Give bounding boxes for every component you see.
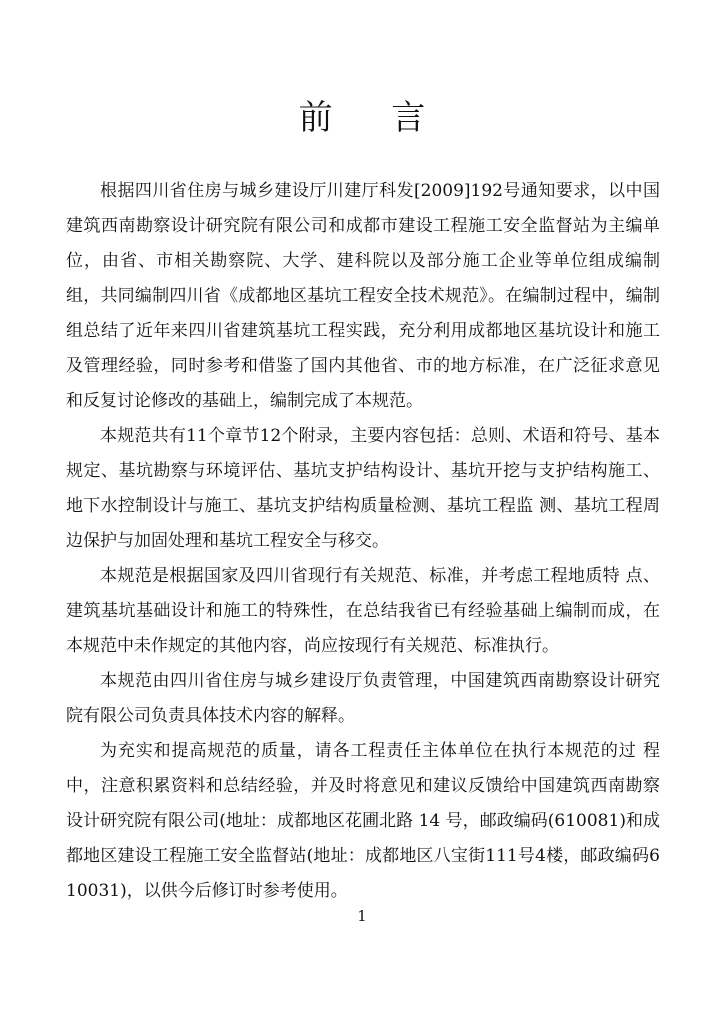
paragraph-5: 为充实和提高规范的质量，请各工程责任主体单位在执行本规范的过 程中，注意积累资料和总结经验，并及时将意见和建议反馈给中国建筑西南勘察设计研究院有限公司(地址：成都地区花圃北路 14 号，邮政编码(610081)和成都地区建设工程施工安全监督站(地址：成都地区八宝街111号4楼，邮政编码610031)，以供今后修订时参考使用。	[66, 741, 660, 901]
paragraph-2: 本规范共有11个章节12个附录，主要内容包括：总则、术语和符号、基本规定、基坑勘察与环境评估、基坑支护结构设计、基坑开挖与支护结构施工、地下水控制设计与施工、基坑支护结构质量检测、基坑工程监 测、基坑工程周边保护与加固处理和基坑工程安全与移交。	[66, 426, 660, 551]
page-number: 1	[357, 907, 367, 925]
paragraph-1: 根据四川省住房与城乡建设厅川建厅科发[2009]192号通知要求，以中国建筑西南勘察设计研究院有限公司和成都市建设工程施工安全监督站为主编单位，由省、市相关勘察院、大学、建科院以及部分施工企业等单位组成编制组，共同编制四川省《成都地区基坑工程安全技术规范》。在编制过程中，编制组总结了近年来四川省建筑基坑工程实践，充分利用成都地区基坑设计和施工及管理经验，同时参考和借鉴了国内其他省、市的地方标准，在广泛征求意见和反复讨论修改的基础上，编制完成了本规范。	[66, 181, 660, 411]
paragraph-4: 本规范由四川省住房与城乡建设厅负责管理，中国建筑西南勘察设计研究院有限公司负责具体技术内容的解释。	[66, 671, 660, 726]
page-title: 前 言	[298, 98, 450, 138]
paragraph-3: 本规范是根据国家及四川省现行有关规范、标准，并考虑工程地质特 点、建筑基坑基础设计和施工的特殊性，在总结我省已有经验基础上编制而成，在本规范中未作规定的其他内容，尚应按现行有关规范、标准执行。	[66, 566, 660, 656]
preface-body	[66, 174, 660, 909]
